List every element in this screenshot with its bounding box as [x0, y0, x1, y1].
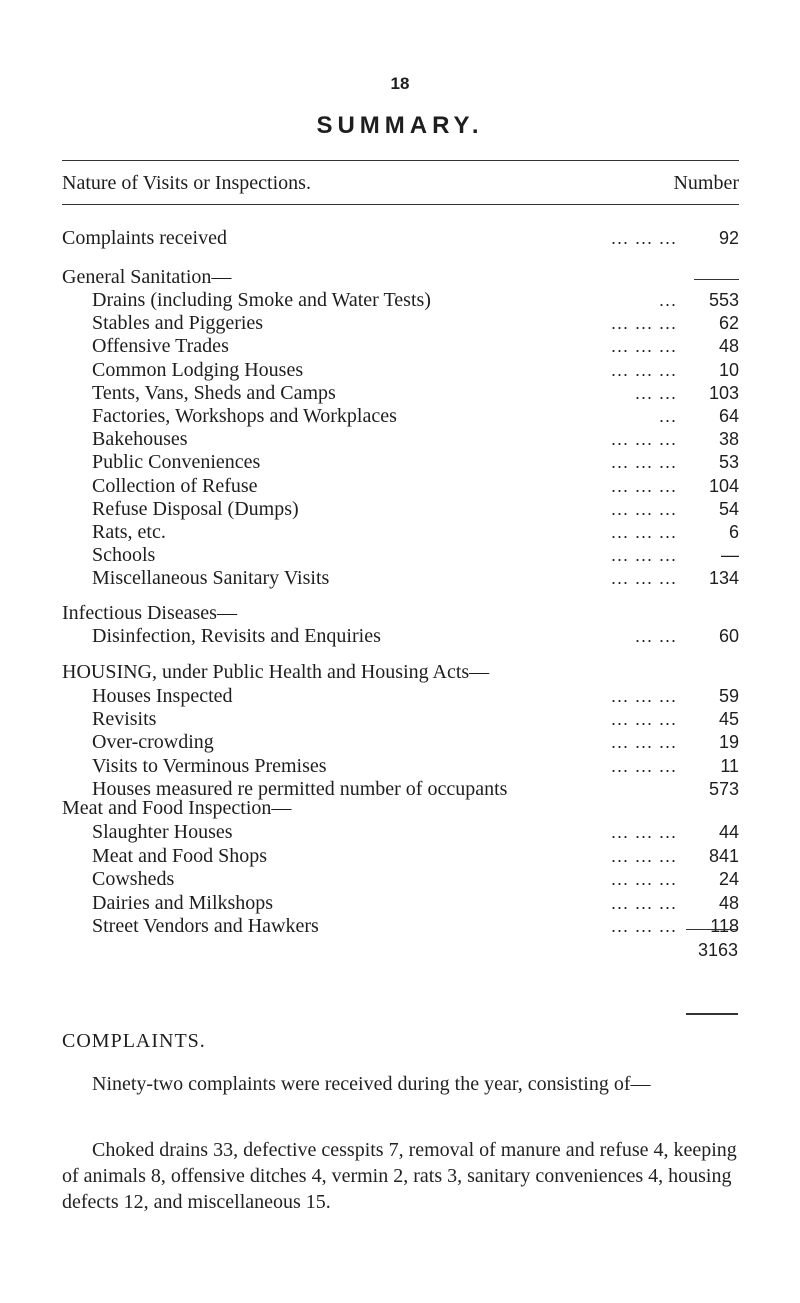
row-value: 118 — [710, 916, 739, 936]
row-label: Complaints received — [62, 227, 227, 249]
row-leader-dots: ... ... ... — [610, 228, 677, 248]
row-leader-dots: ... ... ... — [610, 545, 677, 566]
row-label: Refuse Disposal (Dumps) — [92, 497, 299, 520]
row-value: 53 — [718, 452, 739, 473]
row-leader-dots: ... — [658, 290, 677, 310]
section-meat-food: Meat and Food Inspection— — [62, 797, 292, 819]
row-leader-dots: ... ... ... — [610, 336, 677, 357]
row-value: 841 — [708, 845, 739, 866]
row-value: 60 — [718, 626, 739, 646]
row-leader-dots: ... ... ... — [610, 709, 677, 730]
row-leader-dots: ... — [658, 406, 677, 426]
row-label: Stables and Piggeries — [92, 312, 264, 335]
total-bottom-rule — [686, 1013, 738, 1015]
row-label: Collection of Refuse — [92, 474, 258, 497]
row-value: 6 — [728, 522, 739, 542]
table-row — [62, 449, 739, 475]
table-row — [62, 683, 739, 709]
table-header — [62, 172, 739, 195]
row-value: 103 — [708, 382, 739, 403]
row-leader-dots: ... ... ... — [610, 892, 677, 913]
section-dash — [694, 279, 739, 280]
row-leader-dots: ... ... ... — [610, 686, 677, 706]
table-row — [62, 706, 739, 732]
row-leader-dots: ... ... ... — [610, 452, 677, 473]
row-value: 92 — [718, 228, 739, 248]
table-row — [62, 333, 739, 359]
row-label: Drains (including Smoke and Water Tests) — [92, 289, 431, 311]
table-row — [62, 843, 739, 869]
row-label: Houses Inspected — [92, 685, 233, 707]
row-leader-dots: ... ... ... — [610, 755, 677, 776]
table-row — [62, 913, 739, 939]
row-value: 54 — [718, 498, 739, 519]
row-value: 11 — [720, 755, 739, 776]
page-title: SUMMARY. — [316, 112, 484, 139]
row-label: Disinfection, Revisits and Enquiries — [92, 625, 381, 647]
table-row — [62, 623, 739, 649]
row-leader-dots: ... ... ... — [610, 429, 677, 450]
row-label: Cowsheds — [92, 868, 175, 890]
row-label: Street Vendors and Hawkers — [92, 915, 319, 937]
row-value: 48 — [718, 892, 739, 913]
complaints-detail-paragraph: Choked drains 33, defective cesspits 7, removal of manure and refuse 4, keeping of animals 8, offensive ditches 4, vermin 2, rats 3, sanitary conveniences 4, housing defects 12, and miscellaneous 15. — [62, 1139, 737, 1213]
row-value: 19 — [718, 732, 739, 753]
row-leader-dots: ... ... ... — [610, 822, 677, 842]
table-row — [62, 287, 739, 313]
row-leader-dots: ... ... ... — [610, 568, 677, 589]
table-row — [62, 729, 739, 755]
row-label: Schools — [92, 544, 156, 567]
row-value: 134 — [708, 568, 739, 589]
row-label: Revisits — [92, 708, 157, 731]
row-label: Houses measured re permitted number of occupants — [92, 777, 508, 800]
row-label: Slaughter Houses — [92, 821, 233, 843]
row-leader-dots: ... ... ... — [610, 313, 677, 334]
table-row — [62, 426, 739, 452]
header-nature: Nature of Visits or Inspections. — [62, 172, 311, 194]
table-row — [62, 753, 739, 779]
grand-total: 3163 — [697, 940, 738, 960]
table-row — [62, 819, 739, 845]
row-value: 24 — [718, 869, 739, 889]
table-row — [62, 357, 739, 383]
table-row — [62, 565, 739, 591]
row-label: Over-crowding — [92, 731, 214, 754]
row-label: Public Conveniences — [92, 451, 261, 474]
row-value: 573 — [708, 778, 739, 799]
row-leader-dots: ... ... ... — [610, 498, 677, 519]
page-number: 18 — [390, 74, 410, 93]
row-label: Factories, Workshops and Workplaces — [92, 405, 397, 427]
row-label: Rats, etc. — [92, 521, 166, 543]
table-header-rule — [62, 204, 739, 205]
row-value: 59 — [718, 686, 739, 706]
row-leader-dots: ... ... ... — [610, 475, 677, 496]
row-value: 64 — [718, 406, 739, 426]
row-leader-dots: ... ... — [634, 626, 677, 646]
row-leader-dots: ... ... ... — [610, 869, 677, 889]
table-top-rule — [62, 160, 739, 161]
table-row — [62, 403, 739, 429]
table-row — [62, 473, 739, 499]
section-infectious-diseases: Infectious Diseases— — [62, 602, 237, 624]
section-general-sanitation: General Sanitation— — [62, 266, 232, 288]
table-row — [62, 380, 739, 406]
table-row — [62, 866, 739, 892]
row-leader-dots: ... ... ... — [610, 359, 677, 380]
row-label: Bakehouses — [92, 428, 188, 451]
row-label: Miscellaneous Sanitary Visits — [92, 567, 330, 590]
row-label: Meat and Food Shops — [92, 844, 267, 867]
row-value: 44 — [718, 822, 739, 842]
row-label: Offensive Trades — [92, 335, 229, 358]
row-value: 553 — [708, 290, 739, 310]
table-row — [62, 890, 739, 916]
section-housing: HOUSING, under Public Health and Housing Acts— — [62, 661, 490, 683]
row-value: 45 — [718, 709, 739, 730]
row-label: Dairies and Milkshops — [92, 891, 274, 914]
row-value: 38 — [718, 429, 739, 450]
row-value: 104 — [708, 475, 739, 496]
row-label: Tents, Vans, Sheds and Camps — [92, 381, 336, 404]
row-leader-dots: ... ... — [634, 382, 677, 403]
row-leader-dots: ... ... ... — [610, 845, 677, 866]
row-leader-dots: ... ... ... — [610, 916, 677, 936]
table-row — [62, 310, 739, 336]
row-value: 10 — [718, 359, 739, 380]
table-row — [62, 496, 739, 522]
row-label: Common Lodging Houses — [92, 358, 304, 381]
table-row — [62, 542, 739, 568]
header-number: Number — [673, 172, 739, 194]
complaints-intro-paragraph: Ninety-two complaints were received during the year, consisting of— — [92, 1073, 651, 1095]
total-top-rule — [686, 929, 738, 930]
row-leader-dots: ... ... ... — [610, 522, 677, 542]
row-leader-dots: ... ... ... — [610, 732, 677, 753]
row-value: 62 — [718, 313, 739, 334]
row-complaints-received — [62, 225, 739, 251]
row-value: 48 — [718, 336, 739, 357]
row-label: Visits to Verminous Premises — [92, 754, 327, 777]
table-row — [62, 519, 739, 545]
row-value: — — [721, 545, 739, 566]
complaints-heading: COMPLAINTS. — [62, 1030, 206, 1052]
